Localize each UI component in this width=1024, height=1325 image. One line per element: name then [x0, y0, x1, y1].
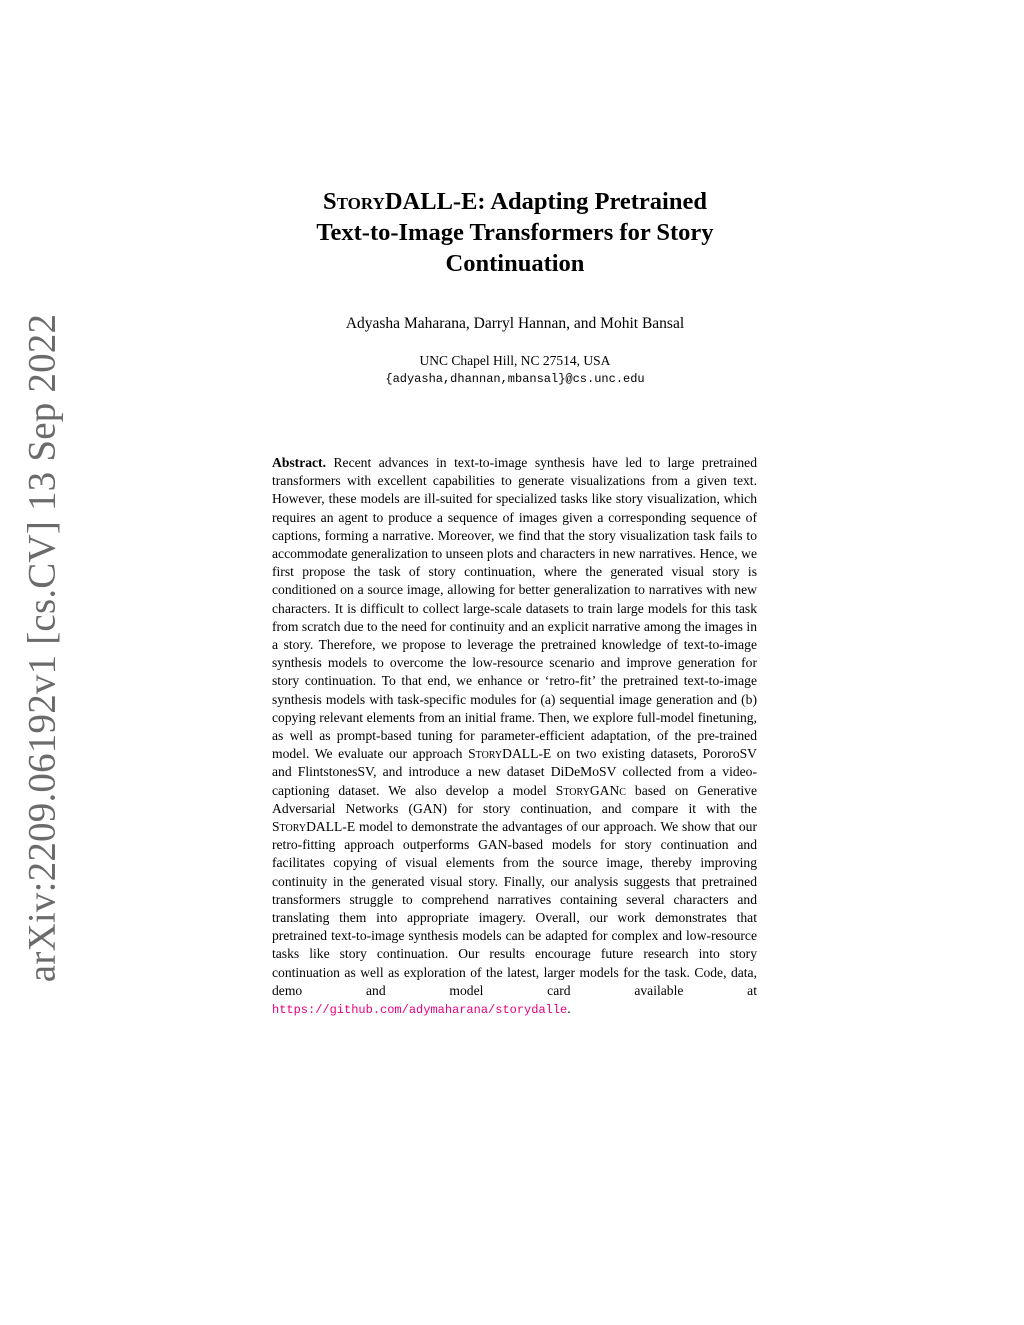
title-line1: DALL-E: Adapting Pretrained [384, 188, 707, 215]
paper-title [262, 186, 768, 279]
code-repository-link[interactable]: https://github.com/adymaharana/storydalle [272, 1003, 568, 1018]
abstract-text-1: Recent advances in text-to-image synthesis have led to large pretrained transformers with excellent capabilities to generate visualizations from a given text. However, these models are ill-suited for specialized tasks like story visualization, which requires an agent to produce a sequence of images given a corresponding sequence of captions, forming a narrative. Moreover, we find that the story visualization task fails to accommodate generalization to unseen plots and characters in new narratives. Hence, we first propose the task of story continuation, where the generated visual story is conditioned on a source image, allowing for better generalization to narratives with new characters. It is difficult to collect large-scale datasets to train large models for this task from scratch due to the need for continuity and an explicit narrative among the images in a story. Therefore, we propose to leverage the pretrained knowledge of text-to-image synthesis models to overcome the low-resource scenario and improve generation for story continuation. To that end, we enhance or ‘retro-fit’ the pretrained text-to-image synthesis models with task-specific modules for (a) sequential image generation and (b) copying relevant elements from an initial frame. Then, we explore full-model finetuning, as well as prompt-based tuning for parameter-efficient adaptation, of the pre-trained model. We evaluate our approach [272, 455, 757, 762]
abstract-smallcaps-2: StoryGANc [555, 782, 626, 798]
abstract-text-4: DALL-E model to demonstrate the advantages of our approach. We show that our retro-fitting approach outperforms GAN-based models for story continuation and facilitates copying of visual elements from the source image, thereby improving continuity in the generated visual story. Finally, our analysis suggests that pretrained transformers struggle to comprehend narratives containing several characters and translating them into appropriate imagery. Overall, our work demonstrates that pretrained text-to-image synthesis models can be adapted for complex and low-resource tasks like story continuation. Our results encourage future research into story continuation as well as exploration of the latest, larger models for the task. Code, data, demo and model card available at [272, 819, 757, 998]
abstract-label: Abstract. [272, 455, 326, 470]
author-emails: {adyasha,dhannan,mbansal}@cs.unc.edu [385, 372, 645, 386]
arxiv-identifier-stamp: arXiv:2209.06192v1 [cs.CV] 13 Sep 2022 [20, 313, 64, 983]
title-line3: Continuation [445, 250, 585, 277]
abstract-text-3: based on Generative Adversarial Networks (GAN) for story continuation, and compare it with the [272, 782, 758, 816]
abstract [272, 454, 757, 1019]
title-line2: Text-to-Image Transformers for Story [316, 219, 714, 246]
abstract-smallcaps-1: Story [468, 746, 503, 762]
title-smallcaps: Story [323, 188, 385, 215]
abstract-end: . [567, 1001, 571, 1017]
institution: UNC Chapel Hill, NC 27514, USA [419, 353, 611, 368]
abstract-smallcaps-3: Story [272, 819, 307, 835]
abstract-text-2: DALL-E on two existing datasets, PororoSV and FlintstonesSV, and introduce a new dataset DiDeMoSV collected from a video-captioning dataset. We also develop a model [272, 746, 757, 798]
author-list: Adyasha Maharana, Darryl Hannan, and Mohit Bansal [345, 315, 685, 332]
affiliation [262, 352, 768, 388]
